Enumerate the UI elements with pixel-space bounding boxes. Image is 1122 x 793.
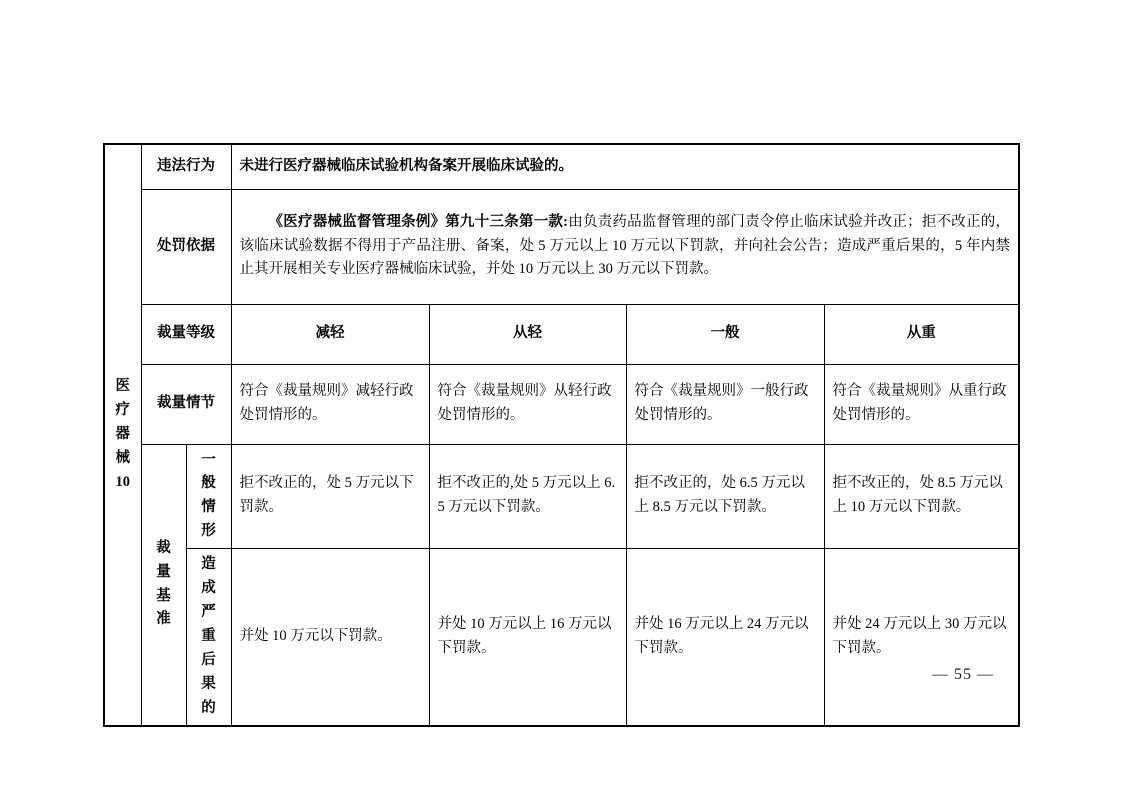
benchmark-severe-mitigated: 并处 10 万元以下罚款。	[231, 549, 429, 726]
penalty-discretion-table	[103, 143, 1020, 727]
table-row	[104, 304, 1019, 364]
benchmark-general-lenient: 拒不改正的,处 5 万元以上 6.5 万元以下罚款。	[429, 444, 626, 549]
level-header-lenient: 从轻	[429, 304, 626, 364]
table-row	[104, 189, 1019, 304]
basis-text: 由负责药品监督管理的部门责令停止临床试验并改正；拒不改正的，该临床试验数据不得用于产品注册、备案，处 5 万元以上 10 万元以下罚款，并向社会公告；造成严重后果的，5 年内禁止其开展相关专业医疗器械临床试验，并处 10 万元以上 30 万元以下罚款。	[239, 213, 1011, 278]
table-row	[104, 444, 1019, 549]
row-label-severe-consequence: 造成 严重 后果 的	[186, 549, 231, 726]
level-header-general: 一般	[626, 304, 824, 364]
circumstance-cell-mitigated: 符合《裁量规则》减轻行政处罚情形的。	[231, 364, 429, 444]
level-header-severe: 从重	[824, 304, 1019, 364]
benchmark-severe-severe: 并处 24 万元以上 30 万元以下罚款。	[824, 549, 1019, 726]
category-label-medical-device-10: 医 疗 器 械 10	[104, 144, 141, 726]
benchmark-general-general: 拒不改正的，处 6.5 万元以上 8.5 万元以下罚款。	[626, 444, 824, 549]
level-header-mitigated: 减轻	[231, 304, 429, 364]
benchmark-severe-general: 并处 16 万元以上 24 万元以下罚款。	[626, 549, 824, 726]
circumstance-cell-severe: 符合《裁量规则》从重行政处罚情形的。	[824, 364, 1019, 444]
row-label-circumstances: 裁量情节	[141, 364, 231, 444]
benchmark-general-severe: 拒不改正的，处 8.5 万元以上 10 万元以下罚款。	[824, 444, 1019, 549]
benchmark-general-mitigated: 拒不改正的，处 5 万元以下罚款。	[231, 444, 429, 549]
table-row	[104, 144, 1019, 189]
violation-content: 未进行医疗器械临床试验机构备案开展临床试验的。	[231, 144, 1019, 189]
table-row	[104, 364, 1019, 444]
table-row	[104, 549, 1019, 726]
row-label-violation: 违法行为	[141, 144, 231, 189]
circumstance-cell-lenient: 符合《裁量规则》从轻行政处罚情形的。	[429, 364, 626, 444]
basis-content-cell	[231, 189, 1019, 304]
circumstance-cell-general: 符合《裁量规则》一般行政处罚情形的。	[626, 364, 824, 444]
page-number: — 55 —	[932, 666, 994, 683]
basis-citation: 《医疗器械监督管理条例》第九十三条第一款:	[268, 213, 568, 230]
basis-paragraph	[240, 211, 1011, 283]
row-label-benchmark: 裁量 基准	[141, 444, 186, 726]
benchmark-severe-lenient: 并处 10 万元以上 16 万元以下罚款。	[429, 549, 626, 726]
row-label-general-case: 一般 情形	[186, 444, 231, 549]
row-label-levels: 裁量等级	[141, 304, 231, 364]
row-label-basis: 处罚依据	[141, 189, 231, 304]
